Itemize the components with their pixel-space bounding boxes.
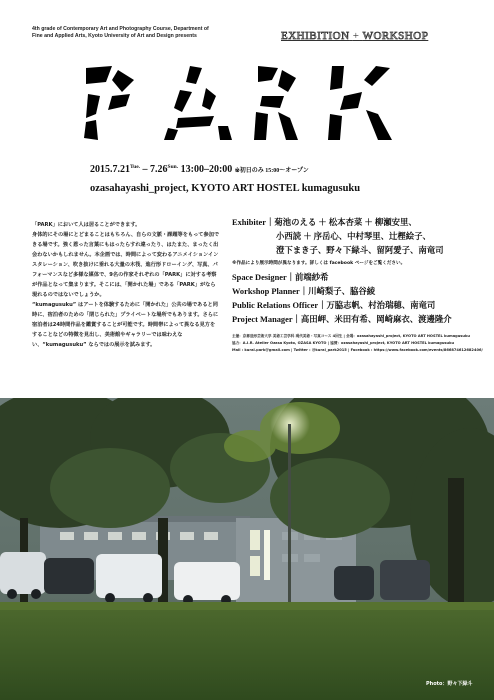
opening-day-note: ※初日のみ 15:00〜オープン bbox=[234, 168, 309, 174]
exhibition-workshop-heading bbox=[281, 30, 461, 42]
park-title-lettering bbox=[82, 66, 416, 140]
organizer-line: 主催：京都造形芸術大学 美術工芸学科 現代美術・写真コース 4回生 | 会場：ozasahayashi_project, KYOTO ART HOSTEL kumagusuku bbox=[232, 334, 470, 338]
credit-names: 前端紗希 bbox=[295, 273, 329, 282]
credit-names: 菊池のえる ＋ 松本杏菜 ＋ 柳瀬安里、 bbox=[274, 218, 417, 227]
intro-paragraph: “kumagusuku” はアートを体験するために「開かれた」公共の場であると同時に、宿泊者のための「閉じられた」プライベートな場所でもあります。さらに宿泊者は24時間作品を鑑賞することが可能です。時間帯によって異なる見方をすることなどの特徴を見出し、美術館やギャラリーでは味わえない、“kumagusuku” ならではの展示を試みます。 bbox=[32, 302, 219, 348]
photo-illustration bbox=[0, 398, 494, 700]
credit-exhibitor: Exhibiter｜菊池のえる ＋ 松本杏菜 ＋ 柳瀬安里、 bbox=[232, 218, 417, 227]
workshop-label: WORKSHOP bbox=[362, 30, 429, 42]
organizer-info bbox=[232, 333, 483, 354]
credit-names: 万脇志帆、村治瑞穂、南竜司 bbox=[326, 301, 436, 310]
end-day: Sun. bbox=[167, 164, 179, 170]
credit-role: Project Manager bbox=[232, 315, 293, 324]
opening-hours: 13:00–20:00 bbox=[180, 164, 233, 175]
exhibition-label: EXHIBITION bbox=[281, 30, 350, 42]
contact-line: Mail : kurai.park@gmail.com | Twitter : @kurai_park2015 | Facebook : https://www.facebook.com/events/866874612682406/ bbox=[232, 348, 483, 352]
photo-credit: Photo：野々下緑斗 bbox=[426, 681, 473, 687]
park-night-photo bbox=[0, 398, 494, 700]
credit-role: Space Designer bbox=[232, 273, 287, 282]
start-day: Tue. bbox=[130, 164, 141, 170]
credit-names: 川崎梨子、脇谷綾 bbox=[308, 287, 376, 296]
credit-pr-officer: Public Relations Officer｜万脇志帆、村治瑞穂、南竜司 bbox=[232, 301, 436, 310]
organizer-line: 協力：A.I.R. Atelier Ozasa Kyoto, OZASA KYOTO | 協賛：ozasahayashi_project, KYOTO ART HOSTEL kumagusuku bbox=[232, 341, 455, 345]
exhibition-dates bbox=[90, 164, 420, 175]
intro-paragraph: 身体的にその場にとどまることはもちろん、自らの文脈・課題等をもって参加できる場です。強く惹った言葉にもはったらすれ違ったり、はたまた、まったく出会わないかもしれません。本企画では、時間によって変わるアニメイションインスタレーション、吹き抜けに垂れる大量の木筏、進行形ドローイング、写真、パフォーマンスなど多様な媒体で、9名の作家それぞれの「PARK」に対する考察が作品となって集まります。そこには、「開かれた場」である「PARK」がなら現れるのではないでしょうか。 bbox=[32, 232, 220, 298]
presenter-note-line: 4th grade of Contemporary Art and Photography Course, Department of bbox=[32, 26, 209, 32]
end-date: 7.26 bbox=[150, 164, 168, 175]
park-title-logo bbox=[82, 66, 416, 140]
credit-names: 小西読 ＋ 序岳心、中村琴里、辻樫絵子、 bbox=[276, 232, 431, 241]
facebook-note: ※作品により展示時間が異なります。詳しくは facebook ページをご覧ください。 bbox=[232, 261, 406, 266]
start-date: 2015.7.21 bbox=[90, 164, 130, 175]
presenter-note bbox=[32, 26, 232, 40]
presenter-note-line: Fine and Applied Arts, Kyoto University of Art and Design presents bbox=[32, 33, 197, 39]
credit-project-manager: Project Manager｜高田岬、米田有希、岡崎麻衣、渡邊隆介 bbox=[232, 315, 452, 324]
intro-paragraph: 「PARK」において人は居ることができます。 bbox=[32, 222, 141, 228]
date-dash: – bbox=[142, 164, 148, 175]
intro-text bbox=[32, 220, 220, 350]
plus-sign: + bbox=[352, 30, 360, 42]
credit-workshop-planner: Workshop Planner｜川崎梨子、脇谷綾 bbox=[232, 287, 376, 296]
venue-name: ozasahayashi_project, KYOTO ART HOSTEL kumagusuku bbox=[90, 183, 361, 194]
credit-names: 高田岬、米田有希、岡崎麻衣、渡邊隆介 bbox=[300, 315, 452, 324]
credit-space-designer: Space Designer｜前端紗希 bbox=[232, 273, 329, 282]
credit-names: 澄下まき子、野々下緑斗、留阿愛子、南竜司 bbox=[276, 246, 444, 255]
credit-role: Workshop Planner bbox=[232, 287, 300, 296]
credit-role: Public Relations Officer bbox=[232, 301, 319, 310]
credit-role: Exhibiter bbox=[232, 218, 266, 227]
credits-block bbox=[232, 216, 483, 354]
